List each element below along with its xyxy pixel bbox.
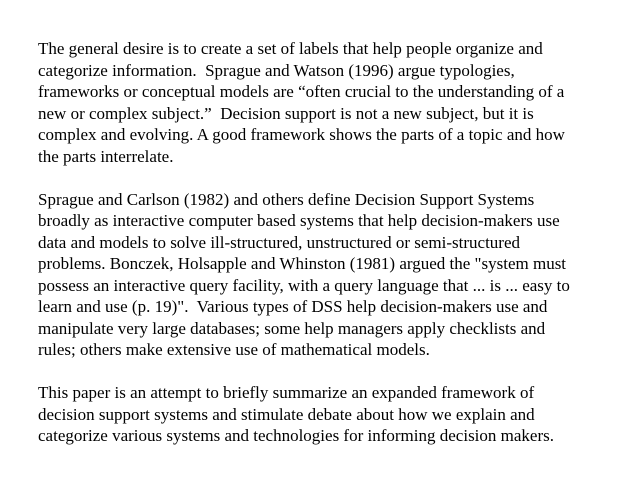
text-line: decision support systems and stimulate debate about how we explain and — [38, 404, 535, 424]
text-line: manipulate very large databases; some help managers apply checklists and — [38, 318, 546, 338]
text-line: The general desire is to create a set of labels that help people organize and — [38, 39, 543, 58]
paragraph-3 — [38, 382, 632, 447]
paragraph-2 — [38, 189, 632, 361]
text-line: categorize information. Sprague and Watson (1996) argue typologies, — [38, 60, 515, 80]
text-line: categorize various systems and technologies for informing decision makers. — [38, 426, 554, 445]
text-line: broadly as interactive computer based systems that help decision-makers use — [38, 211, 560, 230]
text-line: learn and use (p. 19)". Various types of DSS help decision-makers use and — [38, 297, 548, 316]
text-line: the parts interrelate. — [38, 146, 174, 166]
text-line: This paper is an attempt to briefly summarize an expanded framework of — [38, 383, 535, 402]
text-line: data and models to solve ill-structured, unstructured or semi-structured — [38, 232, 521, 252]
text-line: complex and evolving. A good framework shows the parts of a topic and how — [38, 125, 565, 144]
paragraph-1 — [38, 38, 632, 167]
text-line: rules; others make extensive use of mathematical models. — [38, 340, 430, 359]
text-line: Sprague and Carlson (1982) and others define Decision Support Systems — [38, 189, 535, 209]
document-body — [38, 38, 632, 468]
text-line: frameworks or conceptual models are “often crucial to the understanding of a — [38, 82, 565, 101]
text-line: possess an interactive query facility, with a query language that ... is ... easy to — [38, 275, 570, 295]
text-line: problems. Bonczek, Holsapple and Whinston (1981) argued the "system must — [38, 254, 567, 273]
text-line: new or complex subject.” Decision support is not a new subject, but it is — [38, 103, 534, 123]
